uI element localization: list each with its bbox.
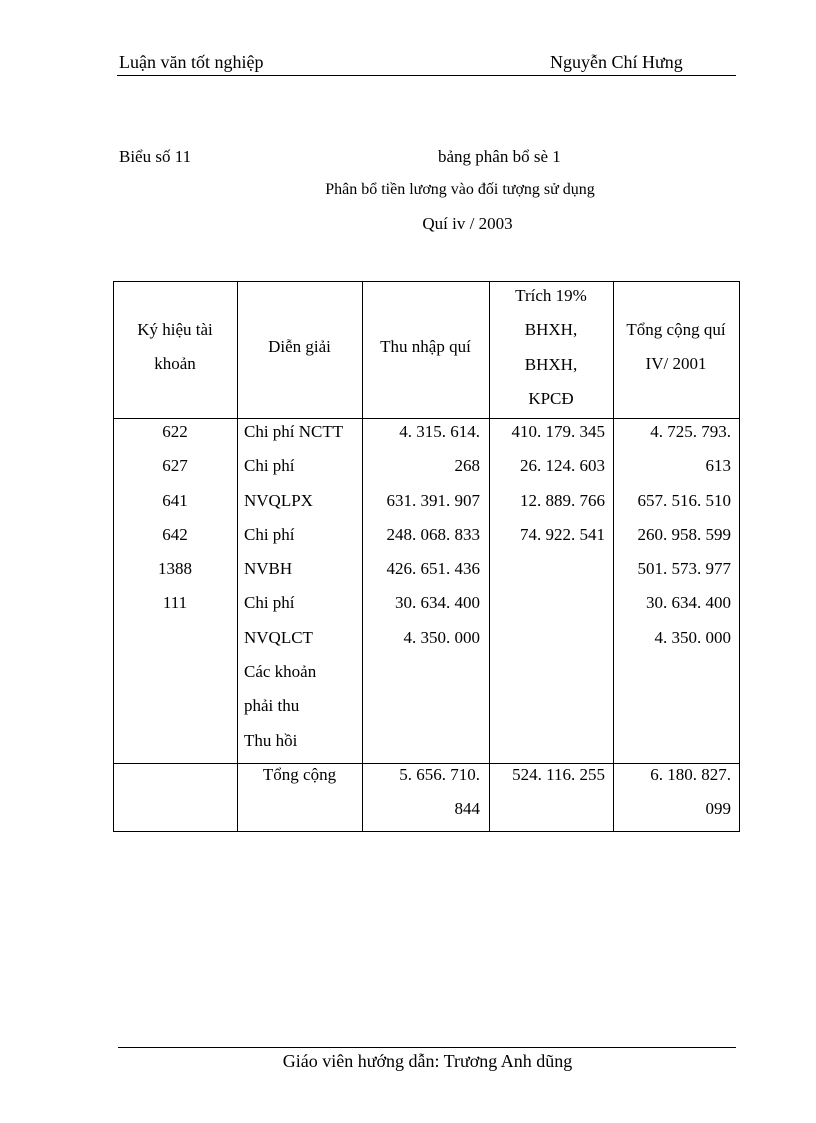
header-right: Nguyễn Chí Hưng <box>550 52 683 72</box>
list-item: 622 <box>162 422 188 441</box>
form-label: Biểu số 11 <box>119 147 192 166</box>
list-item: 268 <box>454 456 480 476</box>
header-divider <box>117 75 736 76</box>
list-item: 1388 <box>158 559 192 579</box>
list-item: 657. 516. 510 <box>637 490 731 510</box>
table-border-bottom <box>113 831 740 832</box>
list-item: 4. 315. 614. <box>399 422 480 441</box>
table-title: bảng phân bổ sè 1 <box>438 147 561 166</box>
list-item: Chi phí <box>244 456 295 476</box>
header-deductions: Trích 19% BHXH, BHXH, KPCĐ <box>515 286 587 408</box>
total-deduction: 524. 116. 255 <box>512 765 605 784</box>
list-item: NVBH <box>244 559 293 579</box>
list-item: Thu hồi <box>244 730 298 750</box>
total-label: Tổng cộng <box>262 765 337 784</box>
total-list <box>613 415 731 655</box>
header-description: Diễn giải <box>268 337 331 356</box>
header-left: Luận văn tốt nghiệp <box>119 52 264 72</box>
list-item: 74. 922. 541 <box>520 524 605 544</box>
table-border-top <box>113 281 740 282</box>
list-item: 30. 634. 400 <box>646 593 731 613</box>
list-item: 501. 573. 977 <box>637 559 731 579</box>
table-border-right <box>739 281 740 832</box>
list-item: 4. 350. 000 <box>654 627 731 647</box>
account-code-list <box>113 415 237 621</box>
list-item: 627 <box>162 456 188 476</box>
footer-divider <box>118 1047 736 1048</box>
table-subtitle: Phân bổ tiền lương vào đối tượng sử dụng <box>325 181 595 198</box>
list-item: Chi phí <box>244 524 295 544</box>
list-item: 641 <box>162 490 188 510</box>
list-item: 12. 889. 766 <box>520 490 605 510</box>
list-item: 410. 179. 345 <box>511 422 605 441</box>
list-item: NVQLPX <box>244 490 313 510</box>
list-item: 4. 350. 000 <box>403 627 480 647</box>
header-account-code: Ký hiệu tài khoản <box>137 320 213 374</box>
income-list <box>362 415 480 655</box>
allocation-table <box>113 281 740 832</box>
footer-text: Giáo viên hướng dẫn: Trương Anh dũng <box>282 1051 573 1071</box>
list-item: 248. 068. 833 <box>386 524 480 544</box>
list-item: 631. 391. 907 <box>386 490 480 510</box>
list-item: NVQLCT <box>244 627 313 647</box>
list-item: 30. 634. 400 <box>395 593 480 613</box>
total-income: 5. 656. 710. 844 <box>399 765 480 819</box>
description-list <box>244 415 362 758</box>
table-period: Quí iv / 2003 <box>422 214 513 233</box>
list-item: Các khoản <box>244 662 317 682</box>
list-item: 613 <box>705 456 731 476</box>
list-item: 4. 725. 793. <box>650 422 731 441</box>
list-item: Chi phí <box>244 593 295 613</box>
header-quarter-total: Tổng cộng quí IV/ 2001 <box>626 320 726 374</box>
list-item: Chi phí NCTT <box>244 422 344 441</box>
list-item: 26. 124. 603 <box>520 456 605 476</box>
list-item: 260. 958. 599 <box>637 524 731 544</box>
total-quarter: 6. 180. 827. 099 <box>650 765 731 819</box>
list-item: phải thu <box>244 696 300 716</box>
deduction-list <box>489 415 605 552</box>
list-item: 111 <box>162 593 188 613</box>
list-item: 642 <box>162 524 188 544</box>
list-item: 426. 651. 436 <box>386 559 480 579</box>
header-quarter-income: Thu nhập quí <box>380 337 471 356</box>
